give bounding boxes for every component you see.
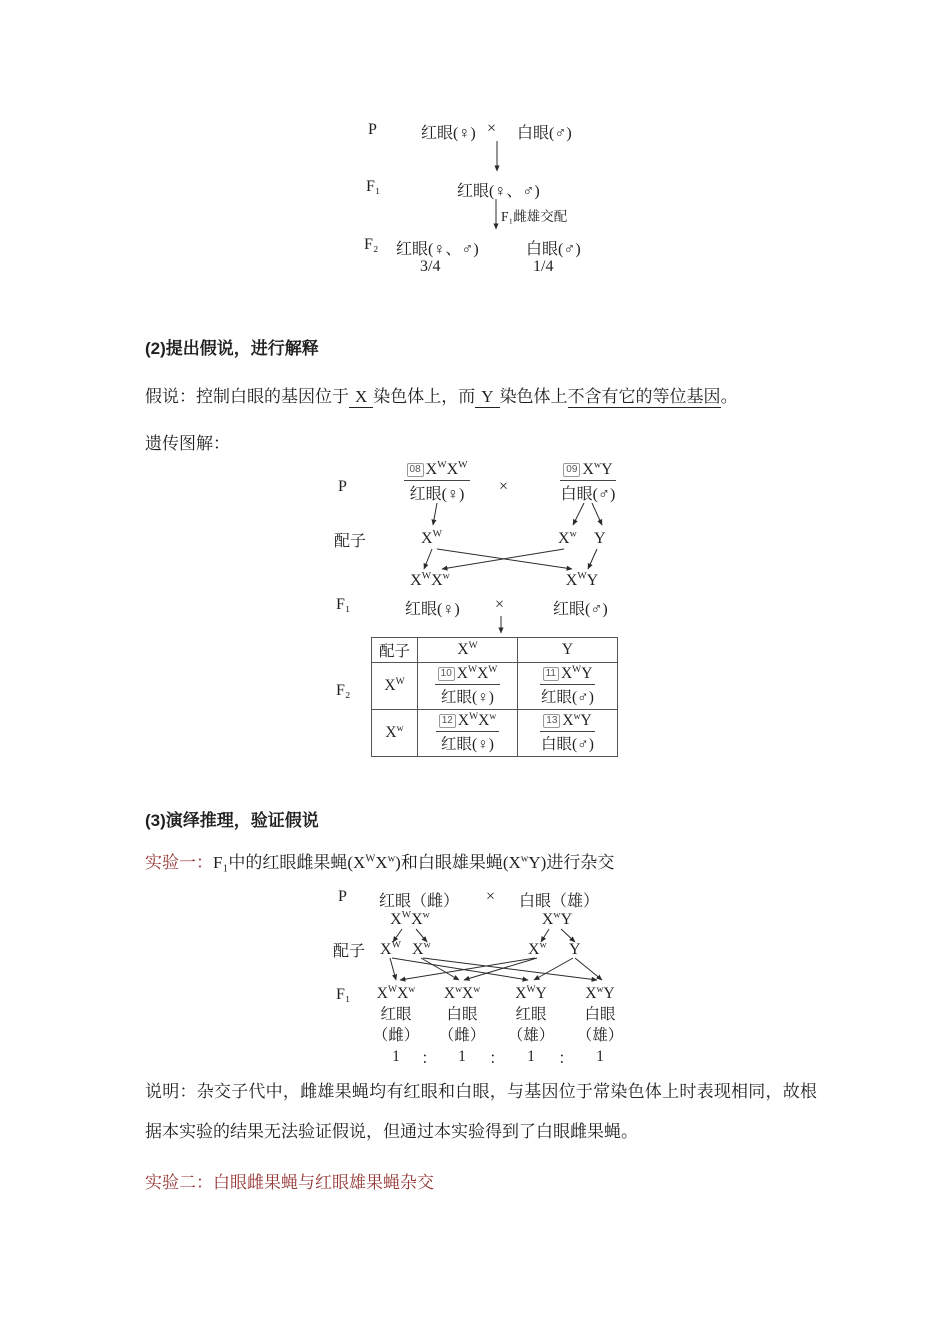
d1-arrow-note: F₁雌雄交配 bbox=[501, 209, 568, 224]
d3-cross-symbol: × bbox=[486, 888, 496, 905]
hypothesis-mid2: 染色体上 bbox=[499, 387, 568, 406]
hypothesis-mid1: 染色体上，而 bbox=[373, 387, 476, 406]
d3-genotype-male: $X^wY$ bbox=[541, 909, 573, 928]
punnett-table bbox=[371, 637, 618, 757]
offspring3-sex: （雄） bbox=[507, 1027, 555, 1044]
offspring2-ratio: 1 bbox=[458, 1048, 466, 1065]
cell10-genotype-line bbox=[435, 665, 501, 685]
d2-gamete-xw2: $X^w$ bbox=[558, 528, 577, 547]
offspring2-genotype: $X^wX^w$ bbox=[443, 983, 481, 1002]
d3-p-label: P bbox=[338, 888, 347, 905]
d2-mother-genotype-line bbox=[404, 461, 471, 481]
d1-f1-result: 红眼(♀、♂) bbox=[457, 183, 540, 200]
cell12-genotype-line bbox=[436, 712, 500, 732]
d2-parent-male bbox=[548, 461, 628, 504]
d3-gamete-1: $X^W$ bbox=[380, 939, 401, 958]
punnett-row2-gamete: $X^w$ bbox=[372, 710, 418, 757]
explanation-paragraph bbox=[145, 1072, 817, 1152]
offspring3-genotype: $X^WY$ bbox=[515, 983, 547, 1002]
underline-phrase: 不含有它的等位基因 bbox=[567, 387, 721, 406]
punnett-row-2 bbox=[372, 710, 618, 757]
d3-genotype-female: $X^WX^w$ bbox=[390, 909, 430, 928]
experiment2-line: 实验二：白眼雌果蝇与红眼雄果蝇杂交 bbox=[145, 1173, 434, 1192]
cell13-phenotype: 白眼(♂) bbox=[541, 736, 594, 753]
offspring4-genotype: $X^wY$ bbox=[585, 983, 615, 1002]
section3-heading: (3)演绎推理，验证假说 bbox=[145, 811, 319, 830]
punnett-row-1 bbox=[372, 663, 618, 710]
d2-offspring-left: $X^WX^w$ bbox=[410, 570, 450, 589]
d3-f1-label: F₁ bbox=[336, 986, 351, 1003]
d2-f1-label: F₁ bbox=[336, 596, 351, 613]
d2-p-label: P bbox=[338, 478, 347, 495]
answer-box-13: 13 bbox=[543, 714, 560, 728]
offspring4-phenotype: 白眼 bbox=[584, 1006, 616, 1023]
cell13-genotype: $X^wY$ bbox=[562, 710, 592, 729]
punnett-cell-10 bbox=[418, 663, 518, 710]
experiment1-text: F₁中的红眼雌果蝇$(X^WX^w)$和白眼雄果蝇$(X^wY)$进行杂交 bbox=[213, 853, 615, 872]
answer-box-12: 12 bbox=[439, 714, 456, 728]
d2-mother-genotype: $X^WX^W$ bbox=[425, 459, 468, 478]
cell10-genotype: $X^WX^W$ bbox=[456, 663, 498, 682]
cell11-genotype-line bbox=[540, 665, 596, 685]
d3-offspring-column-4 bbox=[567, 983, 633, 1067]
d1-cross-symbol: × bbox=[487, 120, 497, 137]
d2-gamete-label: 配子 bbox=[334, 533, 367, 550]
offspring1-genotype: $X^WX^w$ bbox=[376, 983, 416, 1002]
d2-f1-male: 红眼(♂) bbox=[553, 601, 608, 618]
d1-parent-male: 白眼(♂) bbox=[517, 125, 572, 142]
underline-y: Y bbox=[475, 387, 499, 408]
answer-box-10: 10 bbox=[438, 667, 455, 681]
d2-gamete-xw: $X^W$ bbox=[421, 528, 442, 547]
experiment1-line bbox=[145, 848, 614, 873]
d2-f1-cross: × bbox=[495, 596, 505, 613]
d1-f2-red: 红眼(♀、♂) bbox=[396, 241, 479, 258]
d3-parent-male: 白眼（雄） bbox=[519, 893, 600, 910]
cell13-genotype-line bbox=[540, 712, 594, 732]
offspring1-phenotype: 红眼 bbox=[380, 1006, 412, 1023]
answer-box-08: 08 bbox=[407, 463, 424, 477]
punnett-cell-13 bbox=[518, 710, 618, 757]
d3-offspring-column-3 bbox=[498, 983, 564, 1067]
answer-box-11: 11 bbox=[543, 667, 559, 681]
punnett-cell-11 bbox=[518, 663, 618, 710]
answer-box-09: 09 bbox=[563, 463, 580, 477]
punnett-cell-12 bbox=[418, 710, 518, 757]
legend-label: 遗传图解： bbox=[145, 434, 230, 453]
cell12-phenotype: 红眼(♀) bbox=[441, 736, 494, 753]
d2-f1-female: 红眼(♀) bbox=[405, 601, 460, 618]
punnett-header-y: Y bbox=[518, 638, 618, 663]
offspring3-ratio: 1 bbox=[527, 1048, 535, 1065]
offspring4-sex: （雄） bbox=[576, 1027, 624, 1044]
punnett-header-gamete: 配子 bbox=[372, 638, 418, 663]
d1-f1-label: F₁ bbox=[366, 178, 381, 195]
explanation-text: 杂交子代中，雌雄果蝇均有红眼和白眼，与基因位于常染色体上时表现相同，故根据本实验的结果无法验证假说，但通过本实验得到了白眼雌果蝇。 bbox=[145, 1082, 818, 1141]
d1-p-label: P bbox=[368, 121, 377, 138]
ratio-colon-2: ： bbox=[489, 1050, 505, 1067]
d2-father-genotype-line bbox=[560, 461, 615, 481]
cell10-phenotype: 红眼(♀) bbox=[441, 689, 494, 706]
d1-parent-female: 红眼(♀) bbox=[421, 125, 476, 142]
punnett-header-xw: $X^W$ bbox=[418, 638, 518, 663]
d1-ratio-red: 3/4 bbox=[420, 258, 441, 275]
ratio-colon-1: ： bbox=[421, 1050, 437, 1067]
underline-x: X bbox=[349, 387, 373, 408]
section2-heading: (2)提出假说，进行解释 bbox=[145, 339, 319, 358]
explanation-label: 说明： bbox=[145, 1082, 197, 1101]
offspring4-ratio: 1 bbox=[596, 1048, 604, 1065]
d1-ratio-white: 1/4 bbox=[533, 258, 554, 275]
hypothesis-period: 。 bbox=[720, 387, 738, 406]
d2-mother-phenotype: 红眼(♀) bbox=[409, 486, 465, 503]
offspring2-sex: （雌） bbox=[438, 1027, 486, 1044]
d2-offspring-right: $X^WY$ bbox=[565, 570, 599, 589]
d1-f2-label: F₂ bbox=[364, 236, 379, 253]
offspring1-sex: （雌） bbox=[372, 1027, 420, 1044]
ratio-colon-3: ： bbox=[558, 1050, 574, 1067]
offspring3-phenotype: 红眼 bbox=[515, 1006, 547, 1023]
cell11-phenotype: 红眼(♂) bbox=[541, 689, 594, 706]
punnett-header-row bbox=[372, 638, 618, 663]
cell12-genotype: $X^WX^w$ bbox=[457, 710, 497, 729]
d2-parent-female bbox=[397, 461, 477, 504]
cell11-genotype: $X^WY$ bbox=[560, 663, 593, 682]
d2-gamete-y: Y bbox=[594, 530, 606, 547]
d2-father-genotype: $X^wY$ bbox=[582, 459, 613, 478]
offspring1-ratio: 1 bbox=[392, 1048, 400, 1065]
hypothesis-line bbox=[145, 382, 738, 407]
d2-father-phenotype: 白眼(♂) bbox=[560, 486, 616, 503]
punnett-row1-gamete: $X^W$ bbox=[372, 663, 418, 710]
offspring2-phenotype: 白眼 bbox=[446, 1006, 478, 1023]
experiment1-label: 实验一： bbox=[145, 853, 213, 872]
d3-parent-female: 红眼（雌） bbox=[379, 893, 460, 910]
d2-cross-symbol: × bbox=[499, 478, 509, 495]
d3-gamete-2: $X^w$ bbox=[412, 939, 431, 958]
d2-f2-label: F₂ bbox=[336, 682, 351, 699]
d3-gamete-4: Y bbox=[569, 941, 581, 958]
d3-gamete-3: $X^w$ bbox=[528, 939, 547, 958]
hypothesis-prefix: 假说：控制白眼的基因位于 bbox=[145, 387, 349, 406]
d1-f2-white: 白眼(♂) bbox=[526, 241, 581, 258]
d3-gamete-label: 配子 bbox=[333, 943, 366, 960]
